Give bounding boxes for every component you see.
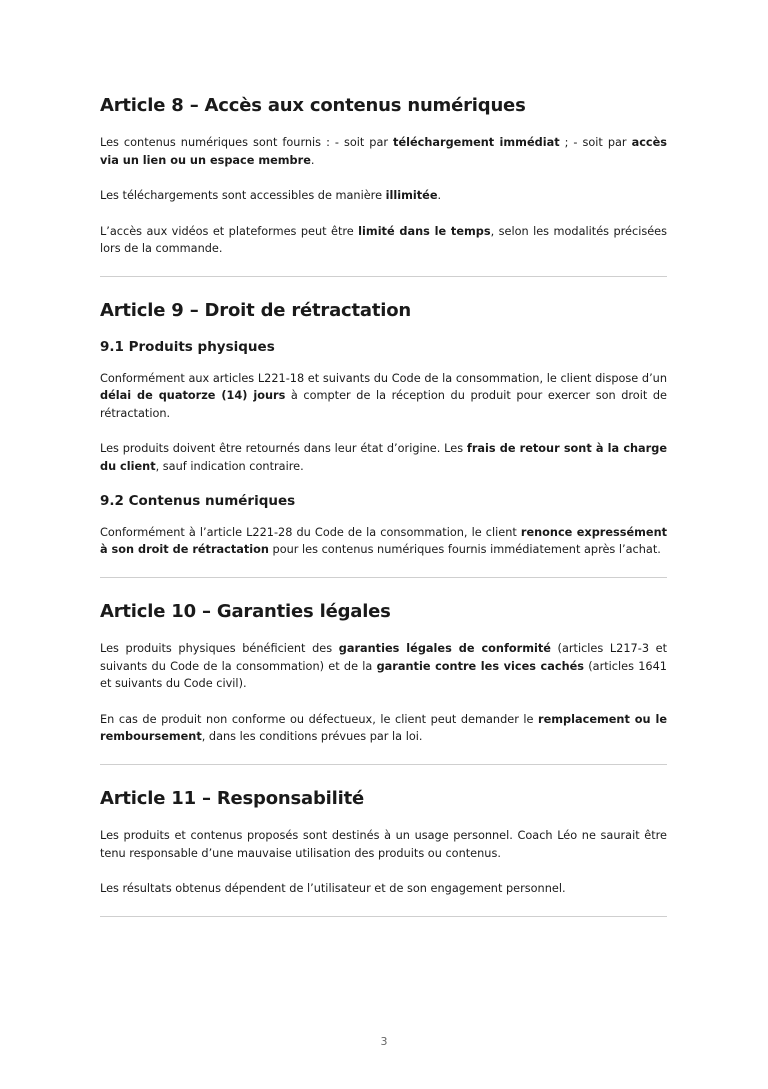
section-9-1-paragraph-2: Les produits doivent être retournés dans leur état d’origine. Les frais de retour sont à la charge du client, sauf indication contraire. xyxy=(100,442,667,473)
article-11-paragraph-2: Les résultats obtenus dépendent de l’utilisateur et de son engagement personnel. xyxy=(100,882,566,896)
article-11-title: Article 11 – Responsabilité xyxy=(100,787,364,809)
article-8-paragraph-1: Les contenus numériques sont fournis : - soit par téléchargement immédiat ; - soit par accès via un lien ou un espace membre. xyxy=(100,136,667,167)
section-9-1-paragraph-1: Conformément aux articles L221-18 et suivants du Code de la consommation, le client dispose d’un délai de quatorze (14) jours à compter de la réception du produit pour exercer son droit de rétractation. xyxy=(100,371,667,420)
article-10-paragraph-1: Les produits physiques bénéficient des garanties légales de conformité (articles L217-3 et suivants du Code de la consommation) et de la garantie contre les vices cachés (articles 1641 et suivants du Code civil). xyxy=(100,642,667,691)
article-11-paragraph-1: Les produits et contenus proposés sont destinés à un usage personnel. Coach Léo ne saurait être tenu responsable d’une mauvaise utilisation des produits ou contenus. xyxy=(100,829,667,860)
section-divider xyxy=(100,764,667,765)
article-9-title: Article 9 – Droit de rétractation xyxy=(100,299,412,321)
article-11 xyxy=(100,787,667,898)
article-9 xyxy=(100,299,667,559)
section-divider xyxy=(100,276,667,277)
article-10-title: Article 10 – Garanties légales xyxy=(100,600,391,622)
article-8-paragraph-3: L’accès aux vidéos et plateformes peut être limité dans le temps, selon les modalités précisées lors de la commande. xyxy=(100,224,667,256)
article-10-paragraph-2: En cas de produit non conforme ou défectueux, le client peut demander le remplacement ou le remboursement, dans les conditions prévues par la loi. xyxy=(100,712,667,744)
section-9-1-title: 9.1 Produits physiques xyxy=(100,339,275,356)
section-9-2-paragraph-1: Conformément à l’article L221-28 du Code de la consommation, le client renonce expressément à son droit de rétractation pour les contenus numériques fournis immédiatement après l’achat. xyxy=(100,525,668,557)
article-10 xyxy=(100,600,667,746)
article-8 xyxy=(100,94,667,258)
section-divider xyxy=(100,916,667,917)
article-8-paragraph-2: Les téléchargements sont accessibles de manière illimitée. xyxy=(100,189,442,203)
document-page xyxy=(100,94,667,939)
page-number: 3 xyxy=(380,1035,388,1048)
article-8-title: Article 8 – Accès aux contenus numériques xyxy=(100,95,526,116)
section-divider xyxy=(100,577,667,578)
section-9-2-title: 9.2 Contenus numériques xyxy=(100,493,296,510)
